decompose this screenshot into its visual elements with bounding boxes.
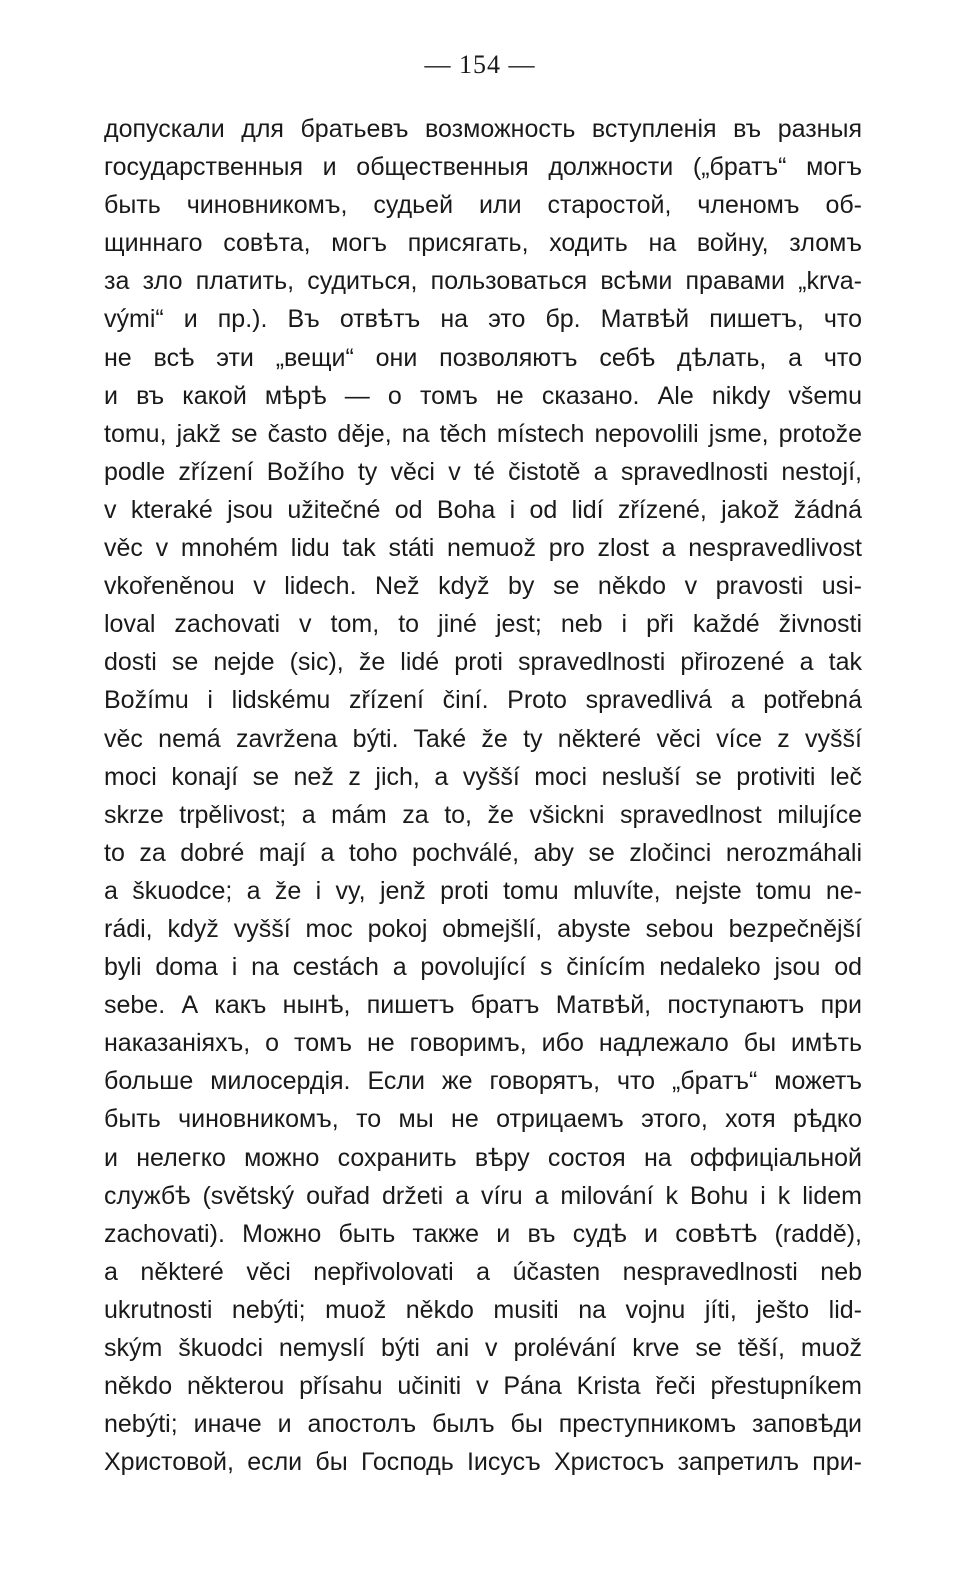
text-line: больше милосердія. Если же говорятъ, что „братъ“ можетъ [104,1067,862,1096]
text-line: vkořeněnou v lidech. Než když by se někdo v pravosti usi- [104,572,862,601]
text-line: ukrutnosti nebýti; muož někdo musiti na vojnu jíti, ješto lid- [104,1295,862,1324]
text-line: быть чиновникомъ, судьей или старостой, членомъ об- [104,191,862,220]
text-line: v kteraké jsou užitečné od Boha i od lidí zřízené, jakož žádná [104,495,862,524]
text-line: за зло платить, судиться, пользоваться всѣми правами „krva- [104,267,862,296]
text-line: щиннаго совѣта, могъ присягать, ходить на войну, зломъ [104,229,862,258]
text-line: ským škuodci nemyslí býti ani v prolévání krve se těší, muož [104,1334,862,1362]
text-line: nebýti; иначе и апостолъ былъ бы преступникомъ заповѣди [104,1410,862,1439]
text-line: byli doma i na cestách a povolující s činícím nedaleko jsou od [104,953,862,982]
text-line: věc v mnohém lidu tak státi nemuož pro zlost a nespravedlivost [104,534,862,563]
text-line: sebe. А какъ нынѣ, пишетъ братъ Матвѣй, поступаютъ при [104,991,862,1020]
body-text [104,110,862,1481]
text-line: dosti se nejde (sic), že lidé proti spravedlnosti přirozené a tak [104,648,862,677]
page-number: — 154 — [424,50,536,79]
text-line: быть чиновникомъ, то мы не отрицаемъ этого, хотя рѣдко [104,1105,862,1134]
text-line: наказаніяхъ, о томъ не говоримъ, ибо надлежало бы имѣть [104,1029,862,1058]
text-line: někdo některou přísahu učiniti v Pána Krista řeči přestupníkem [104,1372,862,1401]
text-line: Božímu i lidskému zřízení činí. Proto spravedlivá a potřebná [104,686,862,715]
text-line: a některé věci nepřivolovati a účasten nespravedlnosti neb [104,1257,862,1286]
text-line: a škuodce; a že i vy, jenž proti tomu mluvíte, nejste tomu ne- [104,876,862,905]
text-line: moci konají se než z jich, a vyšší moci nesluší se protiviti leč [104,762,862,791]
text-line: tomu, jakž se často děje, na těch místech nepovolili jsme, protože [104,419,862,448]
text-line: государственныя и общественныя должности („братъ“ могъ [104,153,862,182]
text-line: не всѣ эти „вещи“ они позволяютъ себѣ дѣлать, а что [104,343,862,372]
text-line: и въ какой мѣрѣ — о томъ не сказано. Ale nikdy všemu [104,381,862,410]
text-line: loval zachovati v tom, to jiné jest; neb i při každé živnosti [104,610,862,639]
text-line: vými“ и пр.). Въ отвѣтъ на это бр. Матвѣй пишетъ, что [104,305,862,334]
text-line: и нелегко можно сохранить вѣру состоя на оффиціальной [104,1143,862,1172]
text-line: skrze trpělivost; a mám za to, že všickni spravedlnost milujíce [104,800,862,829]
text-line: службѣ (světský ouřad držeti a víru a milování k Bohu i k lidem [104,1181,862,1210]
text-line: допускали для братьевъ возможность вступленія въ разныя [104,115,862,143]
text-line: věc nemá zavržena býti. Také že ty některé věci více z vyšší [104,724,862,753]
text-line: rádi, když vyšší moc pokoj obmejšlí, abyste sebou bezpečnější [104,914,862,943]
text-line: to za dobré mají a toho pochválé, aby se zločinci nerozmáhali [104,838,862,867]
text-line: Христовой, если бы Господь Іисусъ Христосъ запретилъ при- [104,1448,862,1477]
text-line: podle zřízení Božího ty věci v té čistotě a spravedlnosti nestojí, [104,457,862,486]
text-line: zachovati). Можно быть также и въ судѣ и совѣтѣ (raddě), [104,1219,862,1248]
